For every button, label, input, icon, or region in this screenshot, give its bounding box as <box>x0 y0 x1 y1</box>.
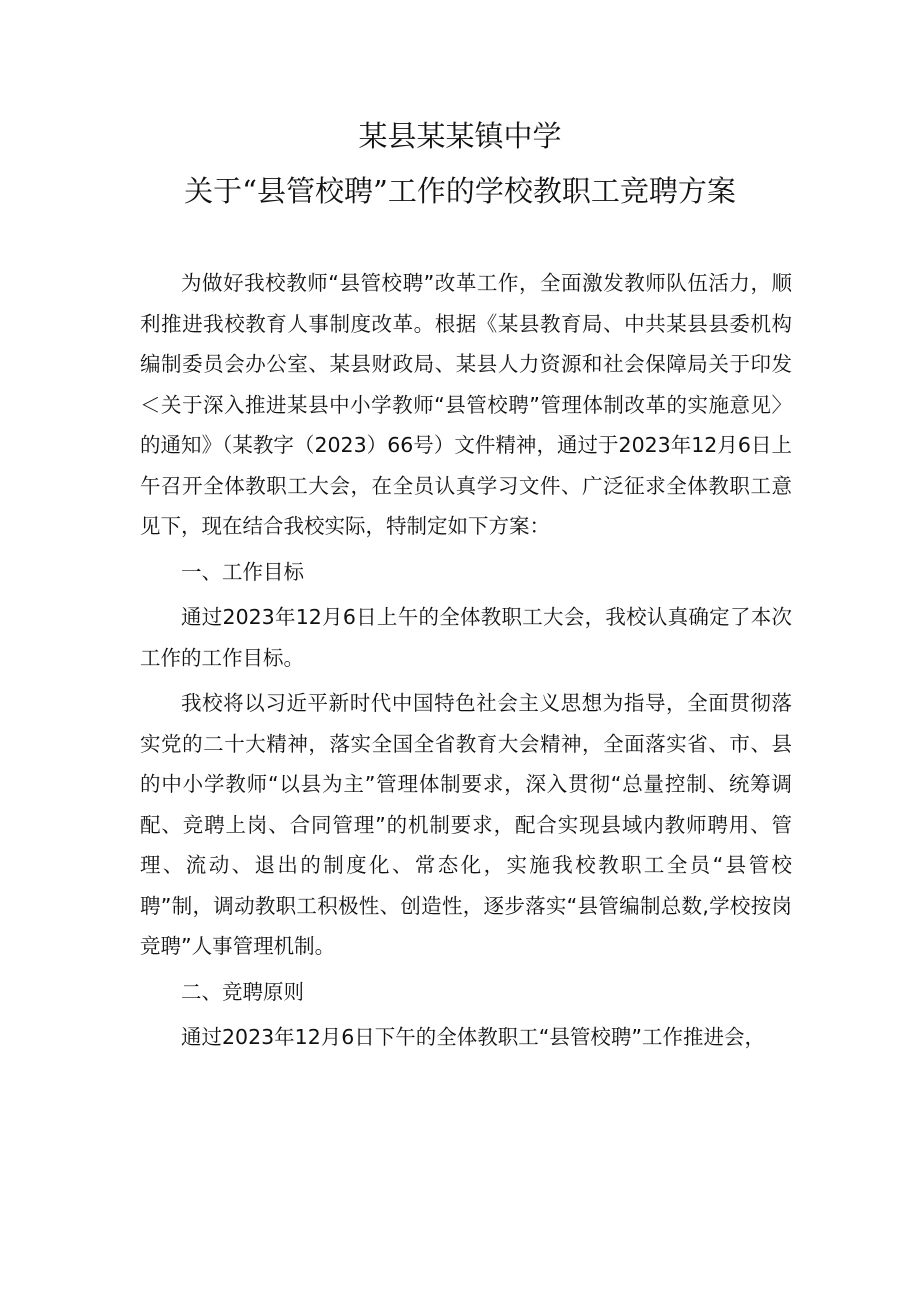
document-title-plan: 关于“县管校聘”工作的学校教职工竞聘方案 <box>184 174 736 208</box>
document-title-school: 某县某某镇中学 <box>358 119 562 153</box>
document-body <box>140 263 792 1063</box>
section-heading-principles: 二、竞聘原则 <box>181 979 304 1004</box>
principles-paragraph-1: 通过2023年12月6日下午的全体教职工“县管校聘”工作推进会， <box>181 1025 766 1049</box>
intro-paragraph: 为做好我校教师“县管校聘”改革工作，全面激发教师队伍活力，顺利推进我校教育人事制度改革。根据《某县教育局、中共某县县委机构编制委员会办公室、某县财政局、某县人力资源和社会保障局关于印发＜关于深入推进某县中小学教师“县管校聘”管理体制改革的实施意见〉的通知》（某教字（2023）66号）文件精神，通过于2023年12月6日上午召开全体教职工大会，在全员认真学习文件、广泛征求全体教职工意见下，现在结合我校实际，特制定如下方案： <box>140 271 792 538</box>
goals-paragraph-1: 通过2023年12月6日上午的全体教职工大会，我校认真确定了本次工作的工作目标。 <box>140 605 792 670</box>
section-heading-goals: 一、工作目标 <box>181 559 304 584</box>
goals-paragraph-2: 我校将以习近平新时代中国特色社会主义思想为指导，全面贯彻落实党的二十大精神，落实全国全省教育大会精神，全面落实省、市、县的中小学教师“以县为主”管理体制要求，深入贯彻“总量控制、统筹调配、竞聘上岗、合同管理”的机制要求，配合实现县域内教师聘用、管理、流动、退出的制度化、常态化，实施我校教职工全员“县管校聘”制，调动教职工积极性、创造性，逐步落实“县管编制总数,学校按岗竞聘”人事管理机制。 <box>140 691 792 958</box>
